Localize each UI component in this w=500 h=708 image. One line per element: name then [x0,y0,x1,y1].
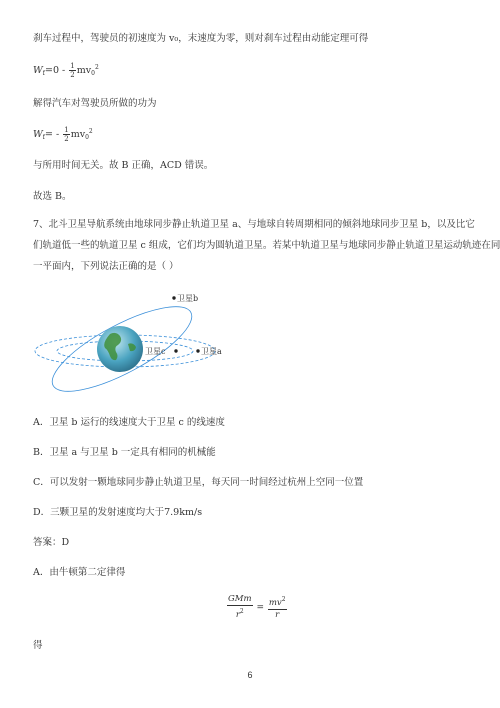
answer: 答案：D [33,537,70,548]
option-a: A．卫星 b 运行的线速度大于卫星 c 的线速度 [33,417,225,428]
solution-a: A．由牛顿第二定律得 [33,567,126,578]
satellite-b-dot [172,296,175,299]
label-satellite-a: 卫星a [201,347,222,356]
question-7-line: 们轨道低一些的轨道卫星 c 组成，它们均为圆轨道卫星。若某中轨道卫星与地球同步静止轨道卫星运动轨迹在同 [33,240,500,251]
page-number: 6 [247,670,253,680]
label-satellite-c: 卫星c [145,347,166,356]
satellite-c-dot [174,349,177,352]
question-7-line: 一平面内，下列说法正确的是（ ） [33,261,179,272]
text-line: 刹车过程中，驾驶员的初速度为 v₀，末速度为零，则对刹车过程由动能定理可得 [33,33,369,44]
satellite-a-dot [196,349,199,352]
earth [97,326,143,372]
formula-newton: $\frac{\text{GMm}}{r^2}$ = $\frac{mv^2}{r}$ [228,594,286,620]
option-d: D．三颗卫星的发射速度均大于7.9km/s [33,507,203,518]
text-line: 得 [33,640,43,651]
formula-work-2: $W_f=$ - $\frac{1}{2}$ $mv_0^2$ [33,126,93,143]
satellite-orbit-figure [30,288,230,400]
question-7-line: 7、北斗卫星导航系统由地球同步静止轨道卫星 a、与地球自转周期相同的倾斜地球同步卫星 b，以及比它 [33,219,475,230]
text-line: 与所用时间无关。故 B 正确，ACD 错误。 [33,160,214,171]
formula-work-1: $W_f=0$ - $\frac{1}{2}$ $mv_0^2$ [33,62,99,79]
option-b: B．卫星 a 与卫星 b 一定具有相同的机械能 [33,447,216,458]
option-c: C．可以发射一颗地球同步静止轨道卫星，每天同一时间经过杭州上空同一位置 [33,477,364,488]
text-line: 解得汽车对驾驶员所做的功为 [33,98,157,109]
label-satellite-b: 卫星b [177,294,199,303]
text-line: 故选 B。 [33,191,72,202]
